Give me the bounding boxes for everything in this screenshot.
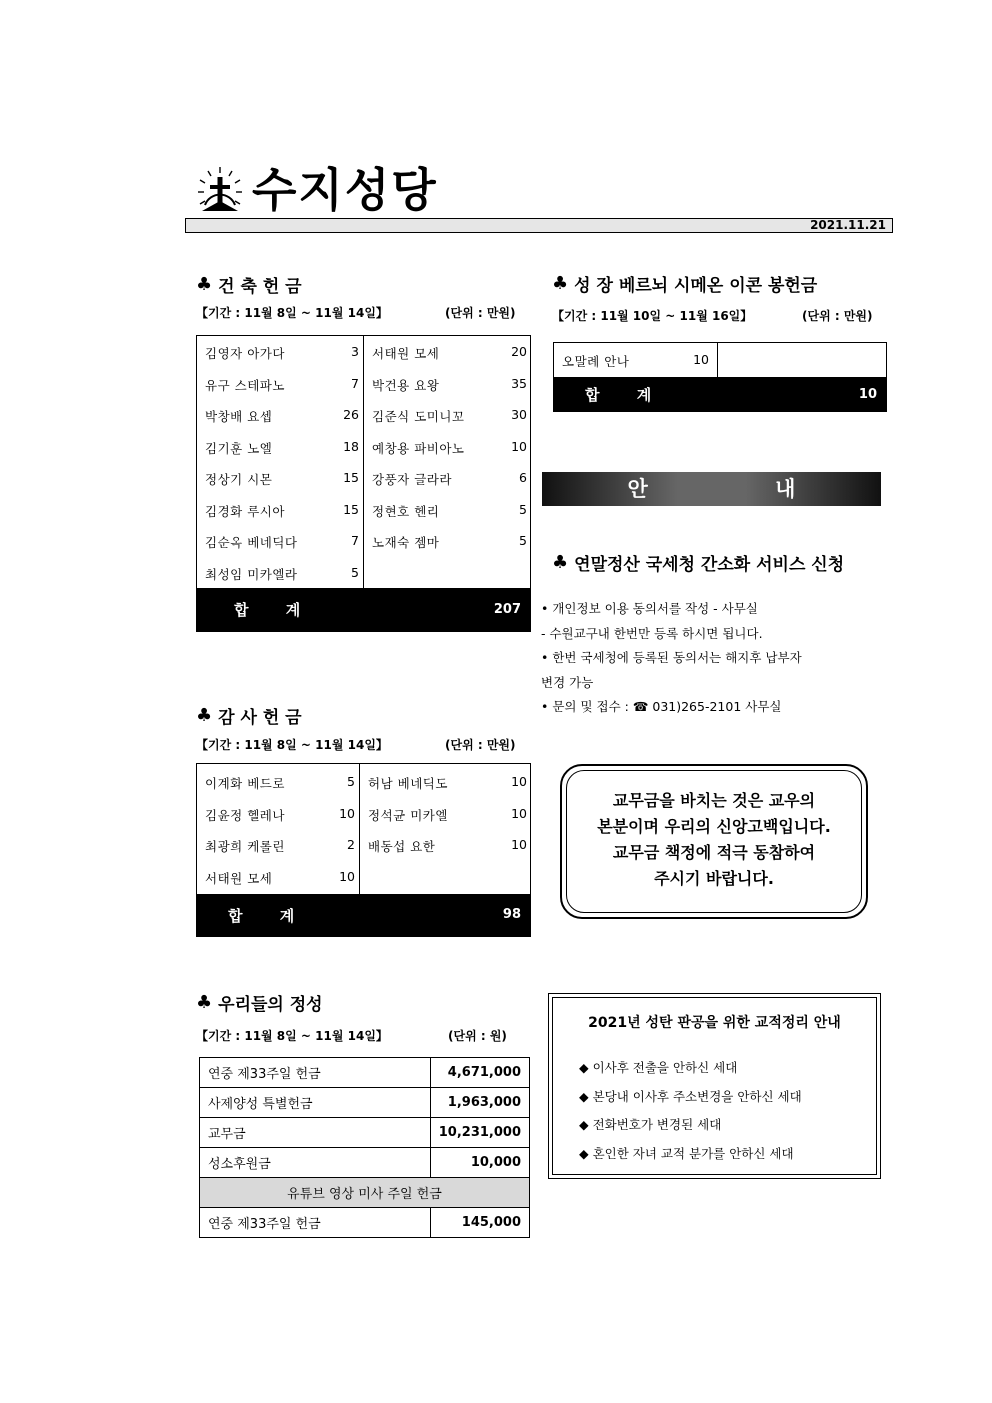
table-subheader-row xyxy=(200,1178,530,1208)
thanks-offering-heading: ♣ 감 사 헌 금 xyxy=(196,705,302,728)
donor-row xyxy=(364,494,531,526)
donor-amount: 3 xyxy=(351,344,359,359)
total-label: 합 계 xyxy=(585,386,668,404)
thanks-total-value: 98 xyxy=(502,907,521,922)
youtube-offering-label: 유튜브 영상 미사 주일 헌금 xyxy=(200,1178,530,1208)
notice-text-line: 본분이며 우리의 신앙고백입니다. xyxy=(597,817,831,836)
donor-row xyxy=(197,431,363,463)
building-fund-table xyxy=(196,335,531,632)
donor-amount: 5 xyxy=(347,774,355,789)
offering-label: 연중 제33주일 헌금 xyxy=(200,1058,431,1088)
building-unit: (단위 : 만원) xyxy=(445,306,516,320)
donor-amount: 10 xyxy=(511,837,527,852)
club-icon: ♣ xyxy=(196,705,213,726)
offerings-heading: ♣ 우리들의 정성 xyxy=(196,992,323,1015)
column-divider xyxy=(717,343,718,377)
tax-service-heading: ♣ 연말정산 국세청 간소화 서비스 신청 xyxy=(552,552,845,575)
offering-value: 1,963,000 xyxy=(430,1088,529,1118)
donor-name: 오말례 안나 xyxy=(562,354,630,369)
table-row xyxy=(200,1058,530,1088)
list-item: ◆ 전화번호가 변경된 세대 xyxy=(579,1117,722,1132)
donor-name: 허남 베네딕도 xyxy=(368,776,448,791)
donor-amount: 35 xyxy=(511,375,527,391)
building-period: 【기간 : 11월 8일 ~ 11월 14일】 xyxy=(196,306,388,320)
club-icon: ♣ xyxy=(552,273,569,294)
donor-name: 김기훈 노엘 xyxy=(205,440,273,456)
thanks-unit: (단위 : 만원) xyxy=(445,738,516,752)
building-total-row xyxy=(196,588,531,632)
donor-name: 이계화 베드로 xyxy=(205,776,285,791)
donor-amount: 7 xyxy=(351,533,359,548)
thanks-right-column xyxy=(360,766,531,861)
donor-row xyxy=(197,494,363,526)
donor-name: 김윤정 헬레나 xyxy=(205,807,285,823)
donor-row xyxy=(197,798,359,830)
icon-offering-total-value: 10 xyxy=(858,387,877,402)
donor-name: 배동섭 요한 xyxy=(368,839,436,854)
donor-amount: 10 xyxy=(511,774,527,789)
donor-row xyxy=(197,525,363,557)
donor-name: 김경화 루시아 xyxy=(205,503,285,519)
registry-notice-box xyxy=(548,993,881,1179)
table-row xyxy=(200,1088,530,1118)
offering-value: 4,671,000 xyxy=(430,1058,529,1088)
donor-amount: 10 xyxy=(511,438,527,454)
bulletin-date: 2021.11.21 xyxy=(810,218,886,232)
donor-row xyxy=(360,829,531,861)
donor-name: 강풍자 글라라 xyxy=(372,472,452,487)
donor-amount: 2 xyxy=(347,837,355,852)
club-icon: ♣ xyxy=(552,552,569,573)
donor-amount: 5 xyxy=(519,533,527,548)
building-left-column xyxy=(197,336,363,588)
donor-row xyxy=(364,525,531,557)
donor-row xyxy=(197,829,359,861)
offering-label: 연중 제33주일 헌금 xyxy=(200,1208,431,1238)
offering-value: 10,231,000 xyxy=(430,1118,529,1148)
offering-value: 10,000 xyxy=(430,1148,529,1178)
table-row xyxy=(200,1118,530,1148)
thanks-offering-table xyxy=(196,763,531,937)
donor-amount: 7 xyxy=(351,375,359,391)
icon-offering-unit: (단위 : 만원) xyxy=(802,309,873,323)
date-bar xyxy=(185,218,893,233)
icon-offering-period: 【기간 : 11월 10일 ~ 11월 16일】 xyxy=(552,309,753,323)
donor-name: 김준식 도미니꼬 xyxy=(372,409,465,424)
donor-name: 김영자 아가다 xyxy=(205,346,285,361)
donor-name: 예창용 파비아노 xyxy=(372,440,465,456)
offering-label: 사제양성 특별헌금 xyxy=(200,1088,431,1118)
donor-row xyxy=(197,861,359,893)
table-row xyxy=(200,1148,530,1178)
list-item: ◆ 혼인한 자녀 교적 분가를 안하신 세대 xyxy=(579,1145,794,1161)
tax-service-details xyxy=(541,597,802,720)
total-label: 합 계 xyxy=(228,907,311,925)
donor-name: 정현호 헨리 xyxy=(372,503,440,519)
icon-offering-table xyxy=(553,342,887,412)
donor-amount: 10 xyxy=(339,868,355,884)
icon-offering-heading: ♣ 성 장 베르뇌 시메온 이콘 봉헌금 xyxy=(552,273,818,296)
donor-name: 정석균 미카엘 xyxy=(368,807,448,823)
parish-title: 수지성당 xyxy=(252,163,438,217)
building-fund-heading: ♣ 건 축 헌 금 xyxy=(196,274,302,297)
donor-row xyxy=(364,431,531,463)
club-icon: ♣ xyxy=(196,992,213,1013)
list-item: ◆ 이사후 전출을 안하신 세대 xyxy=(579,1060,738,1075)
icon-offering-total-row xyxy=(553,377,887,412)
donor-name: 최성임 미카엘라 xyxy=(205,566,298,582)
thanks-period: 【기간 : 11월 8일 ~ 11월 14일】 xyxy=(196,738,388,752)
offerings-period: 【기간 : 11월 8일 ~ 11월 14일】 xyxy=(196,1029,388,1043)
table-row xyxy=(200,1208,530,1238)
donor-name: 노재숙 젬마 xyxy=(372,535,440,550)
donor-row xyxy=(364,462,531,494)
donor-amount: 18 xyxy=(343,438,359,454)
notice-line: • 문의 및 접수 : ☎ 031)265-2101 사무실 xyxy=(541,699,782,714)
donor-name: 김순옥 베네딕다 xyxy=(205,535,298,550)
donor-row xyxy=(364,368,531,400)
donor-row xyxy=(197,336,363,368)
donor-row xyxy=(364,399,531,431)
club-icon: ♣ xyxy=(196,274,213,295)
donor-name: 박창배 요셉 xyxy=(205,409,273,424)
building-total-value: 207 xyxy=(493,602,521,617)
donor-name: 박건용 요왕 xyxy=(372,377,440,393)
donor-amount: 10 xyxy=(693,352,709,367)
donor-row xyxy=(197,368,363,400)
notice-line: • 한번 국세청에 등록된 동의서는 해지후 납부자 xyxy=(541,650,802,665)
donor-amount: 10 xyxy=(511,805,527,821)
total-label: 합 계 xyxy=(234,601,317,619)
thanks-total-row xyxy=(196,894,531,937)
contribution-notice-box xyxy=(560,764,868,919)
donor-row xyxy=(197,462,363,494)
notice-text-line: 교무금을 바치는 것은 교우의 xyxy=(612,791,816,810)
donor-name: 서태원 모세 xyxy=(205,870,273,886)
offering-value: 145,000 xyxy=(430,1208,529,1238)
list-item: ◆ 본당내 이사후 주소변경을 안하신 세대 xyxy=(579,1088,802,1104)
donor-amount: 30 xyxy=(511,407,527,422)
registry-items xyxy=(579,1054,802,1168)
donor-row xyxy=(360,766,531,798)
notice-banner: 안 내 xyxy=(542,472,881,506)
donor-name: 유구 스테파노 xyxy=(205,377,285,393)
donor-amount: 5 xyxy=(519,501,527,517)
notice-line: 변경 가능 xyxy=(541,674,594,690)
donor-row xyxy=(554,343,717,377)
offering-label: 성소후원금 xyxy=(200,1148,431,1178)
building-right-column xyxy=(364,336,531,557)
donor-name: 정상기 시몬 xyxy=(205,472,273,487)
donor-amount: 5 xyxy=(351,564,359,580)
donor-row xyxy=(360,798,531,830)
offering-label: 교무금 xyxy=(200,1118,431,1148)
donor-name: 서태원 모세 xyxy=(372,346,440,361)
donor-row xyxy=(197,766,359,798)
notice-line: • 개인정보 이용 동의서를 작성 - 사무실 xyxy=(541,601,758,616)
donor-amount: 26 xyxy=(343,407,359,422)
donor-amount: 10 xyxy=(339,805,355,821)
donor-row xyxy=(197,399,363,431)
donor-amount: 15 xyxy=(343,501,359,517)
notice-text-line: 주시기 바랍니다. xyxy=(654,869,774,888)
registry-heading: 2021년 성탄 판공을 위한 교적정리 안내 xyxy=(588,1015,841,1031)
donor-amount: 15 xyxy=(343,470,359,485)
notice-line: - 수원교구내 한번만 등록 하시면 됩니다. xyxy=(541,625,763,641)
notice-text-line: 교무금 책정에 적극 동참하여 xyxy=(612,843,816,862)
donor-name: 최광희 케롤린 xyxy=(205,839,285,854)
donor-amount: 20 xyxy=(511,344,527,359)
contribution-notice-text xyxy=(562,788,866,892)
donor-row xyxy=(197,557,363,589)
donor-amount: 6 xyxy=(519,470,527,485)
offerings-unit: (단위 : 원) xyxy=(448,1029,507,1043)
parish-logo-icon xyxy=(196,165,244,215)
thanks-left-column xyxy=(197,766,359,892)
donor-row xyxy=(364,336,531,368)
offerings-table xyxy=(199,1057,530,1238)
